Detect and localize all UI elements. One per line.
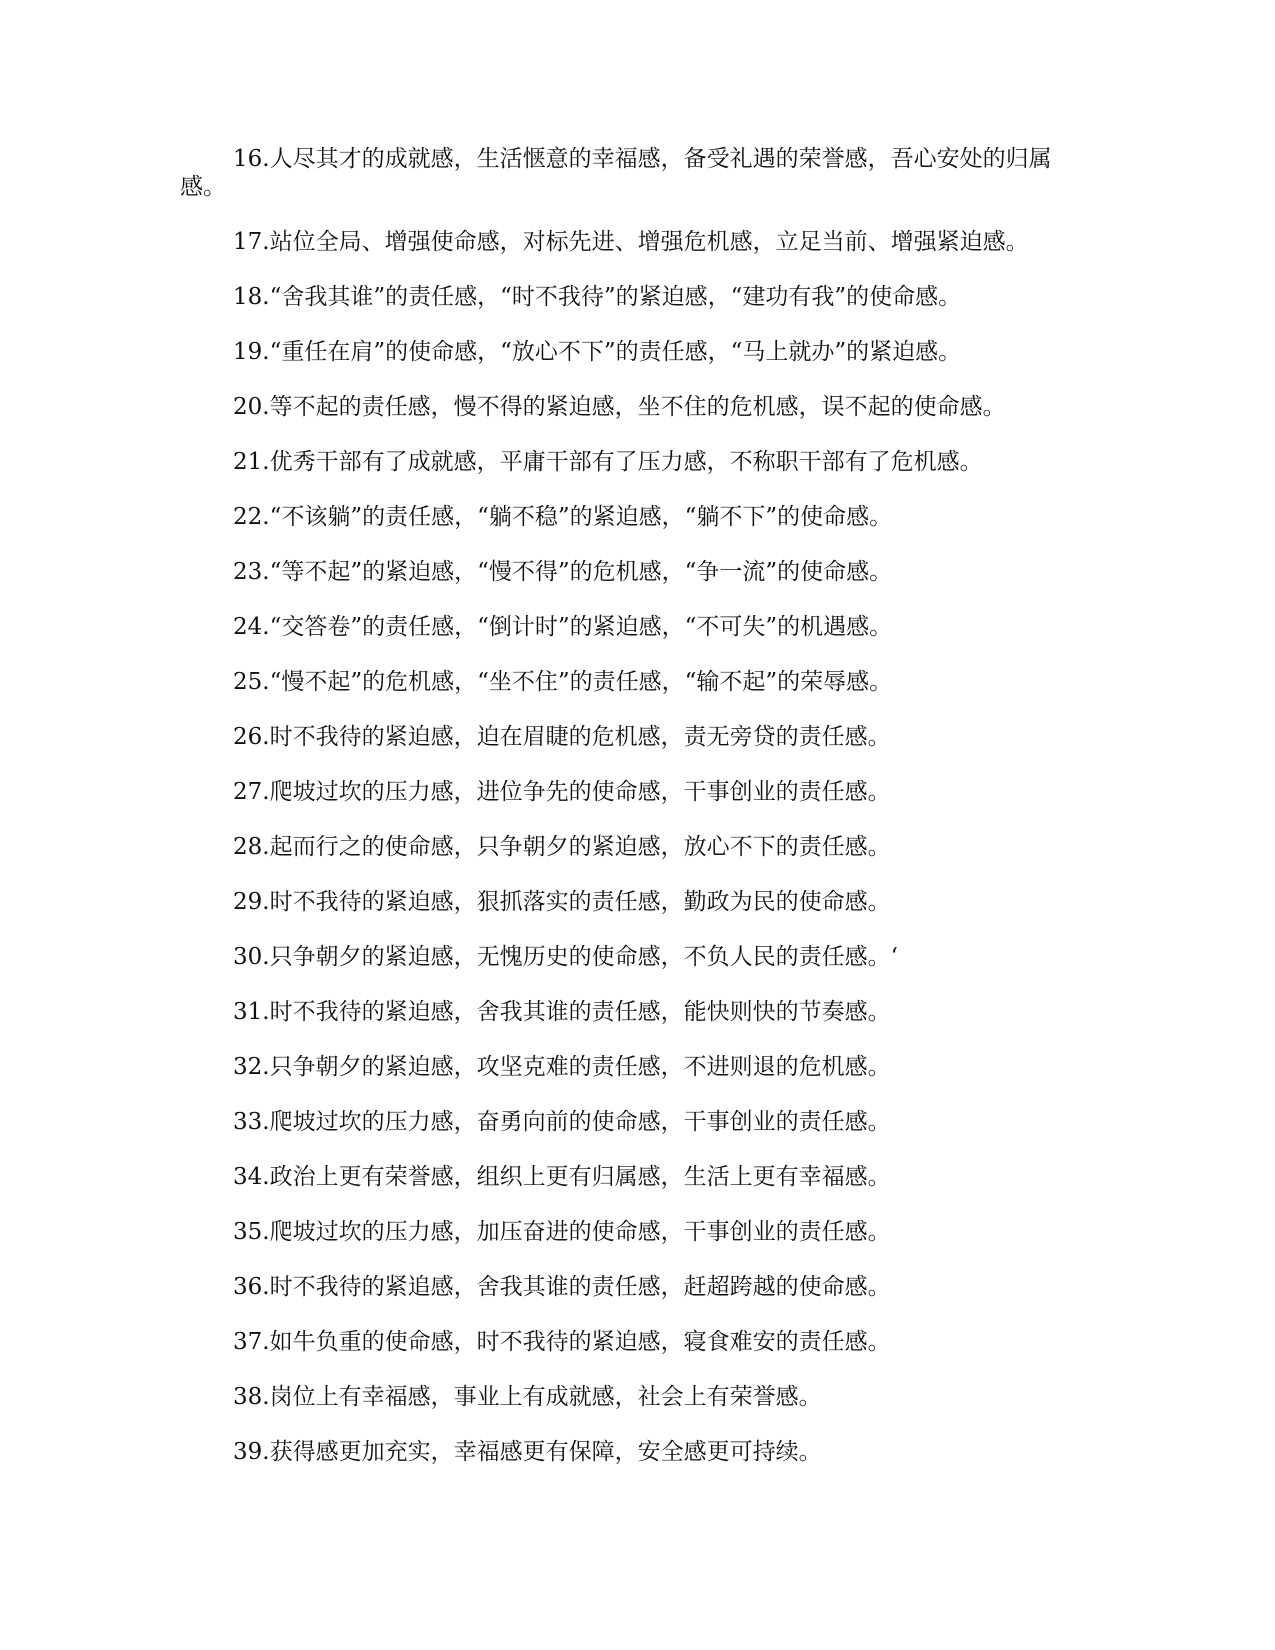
list-item-22: 22.“不该躺”的责任感，“躺不稳”的紧迫感，“躺不下”的使命感。 (233, 504, 893, 530)
list-item-29: 29.时不我待的紧迫感，狠抓落实的责任感，勤政为民的使命感。 (233, 889, 891, 915)
list-item-18: 18.“舍我其谁”的责任感，“时不我待”的紧迫感，“建功有我”的使命感。 (233, 284, 962, 310)
list-item-39: 39.获得感更加充实，幸福感更有保障，安全感更可持续。 (233, 1439, 822, 1465)
list-item-16: 16.人尽其才的成就感，生活惬意的幸福感，备受礼遇的荣誉感，吾心安处的归属感。 (180, 146, 1052, 200)
list-item-23: 23.“等不起”的紧迫感，“慢不得”的危机感，“争一流”的使命感。 (233, 559, 893, 585)
list-item-30: 30.只争朝夕的紧迫感，无愧历史的使命感，不负人民的责任感。‘ (233, 944, 898, 970)
list-item-33: 33.爬坡过坎的压力感，奋勇向前的使命感，干事创业的责任感。 (233, 1109, 891, 1135)
list-item-21: 21.优秀干部有了成就感，平庸干部有了压力感，不称职干部有了危机感。 (233, 449, 983, 475)
list-item-34: 34.政治上更有荣誉感，组织上更有归属感，生活上更有幸福感。 (233, 1164, 891, 1190)
list-item-35: 35.爬坡过坎的压力感，加压奋进的使命感，干事创业的责任感。 (233, 1219, 891, 1245)
list-item-37: 37.如牛负重的使命感，时不我待的紧迫感，寝食难安的责任感。 (233, 1329, 891, 1355)
list-item-28: 28.起而行之的使命感，只争朝夕的紧迫感，放心不下的责任感。 (233, 834, 891, 860)
list-item-31: 31.时不我待的紧迫感，舍我其谁的责任感，能快则快的节奏感。 (233, 999, 891, 1025)
list-item-19: 19.“重任在肩”的使命感，“放心不下”的责任感，“马上就办”的紧迫感。 (233, 339, 962, 365)
list-item-20: 20.等不起的责任感，慢不得的紧迫感，坐不住的危机感，误不起的使命感。 (233, 394, 1006, 420)
list-item-27: 27.爬坡过坎的压力感，进位争先的使命感，干事创业的责任感。 (233, 779, 891, 805)
list-item-26: 26.时不我待的紧迫感，迫在眉睫的危机感，责无旁贷的责任感。 (233, 724, 891, 750)
list-item-38: 38.岗位上有幸福感，事业上有成就感，社会上有荣誉感。 (233, 1384, 822, 1410)
list-item-25: 25.“慢不起”的危机感，“坐不住”的责任感，“输不起”的荣辱感。 (233, 669, 893, 695)
list-item-36: 36.时不我待的紧追感，舍我其谁的责任感，赶超跨越的使命感。 (233, 1274, 891, 1300)
list-item-32: 32.只争朝夕的紧迫感，攻坚克难的责任感，不进则退的危机感。 (233, 1054, 891, 1080)
list-item-17: 17.站位全局、增强使命感，对标先进、增强危机感，立足当前、增强紧迫感。 (233, 229, 1029, 255)
list-item-24: 24.“交答卷”的责任感，“倒计时”的紧迫感，“不可失”的机遇感。 (233, 614, 893, 640)
document-body (180, 145, 1080, 1493)
